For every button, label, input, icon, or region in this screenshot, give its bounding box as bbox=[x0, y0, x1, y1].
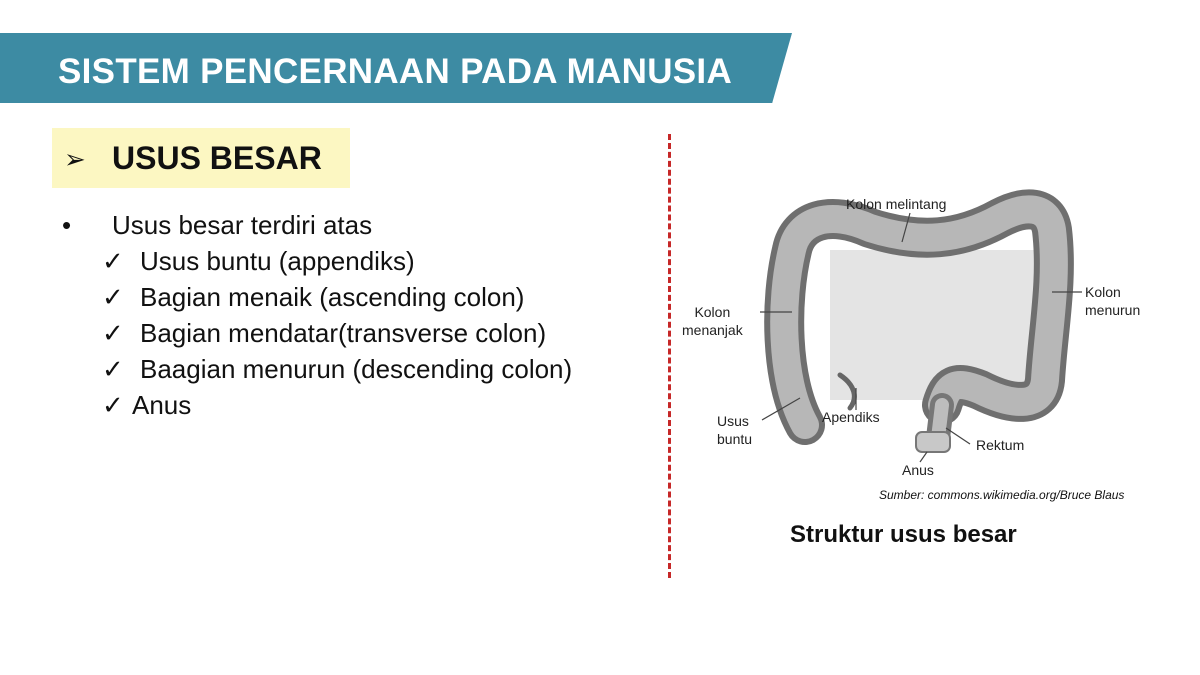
bullet-item bbox=[58, 207, 572, 243]
large-intestine-figure bbox=[680, 180, 1180, 480]
anal-canal-shape bbox=[916, 432, 950, 452]
check-item-text: Anus bbox=[132, 390, 192, 420]
label-apendiks: Apendiks bbox=[822, 409, 880, 425]
bullet-text: Usus besar terdiri atas bbox=[112, 210, 373, 240]
label-kolon-melintang: Kolon melintang bbox=[846, 196, 947, 212]
figure-caption: Struktur usus besar bbox=[790, 521, 1017, 548]
bullet-icon: • bbox=[62, 210, 72, 240]
section-title: USUS BESAR bbox=[112, 140, 322, 176]
check-item-text: Bagian menaik (ascending colon) bbox=[140, 282, 525, 312]
label-usus-buntu: Usus buntu bbox=[717, 413, 753, 447]
check-icon: ✓ bbox=[102, 354, 124, 384]
check-icon: ✓ bbox=[102, 318, 124, 348]
large-intestine-illustration bbox=[680, 180, 1180, 480]
label-kolon-menanjak: Kolon menanjak bbox=[682, 304, 743, 338]
arrow-bullet-icon: ➢ bbox=[64, 144, 86, 174]
slide-title: SISTEM PENCERNAAN PADA MANUSIA bbox=[58, 52, 733, 91]
label-kolon-menurun: Kolon menurun bbox=[1085, 284, 1141, 318]
dashed-divider bbox=[668, 134, 671, 578]
check-icon: ✓ bbox=[102, 390, 124, 420]
check-item bbox=[58, 279, 572, 315]
check-icon: ✓ bbox=[102, 282, 124, 312]
check-item-text: Bagian mendatar(transverse colon) bbox=[140, 318, 547, 348]
label-anus: Anus bbox=[902, 462, 934, 478]
label-rektum: Rektum bbox=[976, 437, 1025, 453]
check-item-text: Usus buntu (appendiks) bbox=[140, 246, 415, 276]
check-item bbox=[58, 351, 572, 387]
check-item bbox=[58, 387, 572, 423]
check-item-text: Baagian menurun (descending colon) bbox=[140, 354, 573, 384]
check-item bbox=[58, 243, 572, 279]
check-item bbox=[58, 315, 572, 351]
check-icon: ✓ bbox=[102, 246, 124, 276]
image-source-credit: Sumber: commons.wikimedia.org/Bruce Blaus bbox=[879, 488, 1125, 502]
content-list bbox=[58, 207, 572, 423]
